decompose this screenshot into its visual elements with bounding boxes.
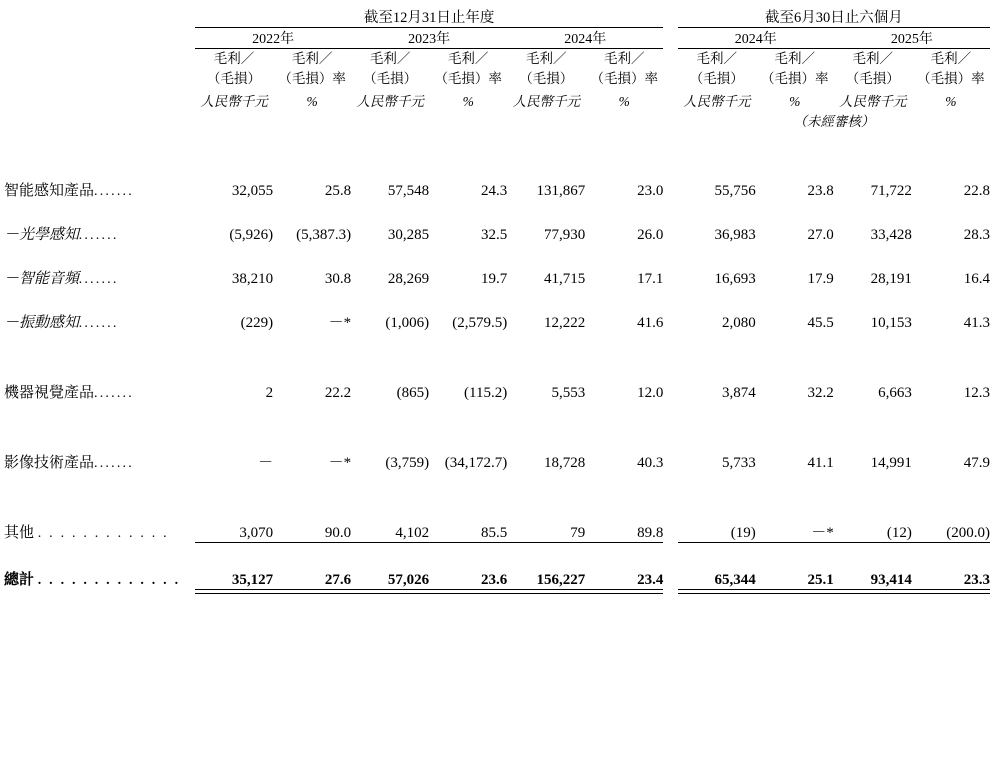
cell-value: 57,548 bbox=[387, 182, 430, 199]
cell-value: 24.3 bbox=[480, 182, 508, 199]
cell-value: 93,414 bbox=[870, 571, 912, 588]
spacer-cell bbox=[4, 90, 195, 110]
cell-value: 40.3 bbox=[637, 454, 664, 471]
row-leader-dots: ....... bbox=[94, 455, 134, 471]
row-label-text: －智能音頻 bbox=[4, 270, 80, 287]
spacer-cell bbox=[663, 6, 677, 27]
row-label-text: 智能感知產品 bbox=[4, 182, 95, 199]
metric-margin-2023 bbox=[429, 49, 507, 90]
cell-value: (229) bbox=[240, 314, 274, 331]
metric-line1: 毛利／ bbox=[291, 51, 333, 66]
row-leader-dots: ....... bbox=[94, 183, 134, 199]
cell-value: 47.9 bbox=[963, 454, 990, 471]
cell-value: 27.0 bbox=[807, 226, 834, 243]
cell-value: 131,867 bbox=[536, 182, 586, 199]
metric-line1: 毛利／ bbox=[604, 51, 645, 66]
cell-value: 22.8 bbox=[963, 182, 990, 199]
cell-value: 26.0 bbox=[637, 226, 664, 243]
table-row bbox=[4, 156, 990, 200]
cell-value: 55,756 bbox=[714, 182, 756, 199]
unit-percent-2023: % bbox=[462, 93, 474, 109]
cell-value: 65,344 bbox=[714, 571, 756, 588]
unaudited-row bbox=[4, 110, 990, 130]
year-2024-interim: 2024年 bbox=[734, 32, 777, 47]
cell-value: 25.1 bbox=[807, 571, 834, 588]
cell-value: －* bbox=[328, 454, 352, 471]
year-2024: 2024年 bbox=[564, 32, 607, 47]
cell-value: －* bbox=[328, 314, 352, 331]
section-gap bbox=[4, 472, 990, 498]
rule-cell bbox=[912, 589, 990, 594]
row-leader-dots: ....... bbox=[79, 315, 119, 331]
cell-value: 23.4 bbox=[637, 571, 664, 588]
row-leader-dots: . . . . . . . . . . . . bbox=[37, 525, 169, 541]
metric-line1: 毛利／ bbox=[213, 51, 255, 66]
year-2025-interim: 2025年 bbox=[890, 32, 933, 47]
metric-margin-2024 bbox=[585, 49, 663, 90]
cell-value: (200.0) bbox=[946, 524, 990, 541]
rule-cell bbox=[678, 589, 756, 594]
spacer-cell bbox=[4, 28, 195, 48]
unaudited-note: （未經審核） bbox=[793, 113, 875, 129]
cell-value: (2,579.5) bbox=[452, 314, 508, 331]
unit-currency-2023: 人民幣千元 bbox=[356, 93, 424, 109]
cell-value: 41.3 bbox=[963, 314, 990, 331]
spacer-cell bbox=[4, 110, 195, 130]
row-leader-dots: . . . . . . . . . . . . . bbox=[37, 572, 181, 588]
row-label-text: 影像技術產品 bbox=[4, 454, 95, 471]
row-label-text: 機器視覺產品 bbox=[4, 384, 95, 401]
cell-value: 33,428 bbox=[870, 226, 912, 243]
unit-percent-2022: % bbox=[306, 93, 318, 109]
cell-value: 2 bbox=[265, 384, 274, 401]
cell-value: 71,722 bbox=[870, 182, 912, 199]
cell-value: 89.8 bbox=[637, 524, 664, 541]
spacer-cell bbox=[663, 358, 677, 402]
cell-value: 85.5 bbox=[480, 524, 508, 541]
cell-value: (5,387.3) bbox=[296, 226, 352, 243]
spacer-cell bbox=[663, 49, 677, 90]
cell-value: 32.2 bbox=[807, 384, 834, 401]
rule-cell bbox=[273, 589, 351, 594]
spacer-cell bbox=[663, 28, 677, 48]
rule-cell bbox=[351, 589, 429, 594]
metric-line1: 毛利／ bbox=[525, 51, 567, 66]
metric-profit-2024h1 bbox=[678, 49, 756, 90]
year-2022: 2022年 bbox=[252, 32, 295, 47]
metric-line1: 毛利／ bbox=[447, 51, 489, 66]
cell-value: 4,102 bbox=[395, 524, 430, 541]
rule-cell bbox=[756, 589, 834, 594]
row-label-total bbox=[4, 543, 195, 589]
section-gap bbox=[4, 402, 990, 428]
table-row-total bbox=[4, 543, 990, 589]
group-header-row bbox=[4, 6, 990, 27]
metric-profit-2025h1 bbox=[834, 49, 912, 90]
spacer-cell bbox=[663, 156, 677, 200]
cell-value: 23.3 bbox=[963, 571, 990, 588]
spacer-cell bbox=[4, 130, 990, 156]
cell-value: (1,006) bbox=[385, 314, 430, 331]
spacer-cell bbox=[663, 90, 677, 110]
cell-value: 23.6 bbox=[480, 571, 508, 588]
cell-value: (3,759) bbox=[385, 454, 430, 471]
unit-currency-2024: 人民幣千元 bbox=[512, 93, 580, 109]
unit-percent-2024h1: % bbox=[789, 93, 801, 109]
row-label-vibration-sensing bbox=[4, 288, 195, 332]
metric-line1: 毛利／ bbox=[774, 51, 815, 66]
table-row bbox=[4, 244, 990, 288]
metric-line2: （毛損）率 bbox=[761, 71, 829, 87]
cell-value: 77,930 bbox=[544, 226, 586, 243]
metric-line1: 毛利／ bbox=[852, 51, 894, 66]
metric-line2: （毛損）率 bbox=[590, 71, 659, 87]
cell-value: 28.3 bbox=[963, 226, 990, 243]
cell-value: 25.8 bbox=[324, 182, 352, 199]
cell-value: 12.0 bbox=[637, 384, 664, 401]
spacer-cell bbox=[4, 332, 990, 358]
cell-value: 17.9 bbox=[807, 270, 834, 287]
cell-value: 16,693 bbox=[714, 270, 756, 287]
metric-line2: （毛損） bbox=[363, 71, 418, 87]
cell-value: (12) bbox=[886, 524, 912, 541]
cell-value: 2,080 bbox=[721, 314, 756, 331]
cell-value: 10,153 bbox=[870, 314, 912, 331]
cell-value: 35,127 bbox=[231, 571, 274, 588]
spacer-cell bbox=[4, 589, 195, 594]
spacer-cell bbox=[663, 428, 677, 472]
cell-value: 22.2 bbox=[324, 384, 352, 401]
metric-margin-2025h1 bbox=[912, 49, 990, 90]
cell-value: 28,191 bbox=[870, 270, 912, 287]
table-row bbox=[4, 358, 990, 402]
cell-value: 14,991 bbox=[870, 454, 912, 471]
row-leader-dots: ....... bbox=[79, 227, 119, 243]
spacer-cell bbox=[663, 110, 677, 130]
year-2023: 2023年 bbox=[408, 32, 451, 47]
spacer-cell bbox=[663, 498, 677, 542]
group-header-annual: 截至12月31日止年度 bbox=[363, 10, 495, 26]
metric-margin-2024h1 bbox=[756, 49, 834, 90]
cell-value: 30.8 bbox=[324, 270, 352, 287]
row-label-imaging-technology bbox=[4, 428, 195, 472]
row-label-text: －振動感知 bbox=[4, 314, 80, 331]
spacer-cell bbox=[195, 110, 663, 130]
rule-cell bbox=[507, 589, 585, 594]
cell-value: － bbox=[258, 454, 274, 471]
cell-value: 41.1 bbox=[807, 454, 834, 471]
metric-margin-2022 bbox=[273, 49, 351, 90]
cell-value: (5,926) bbox=[229, 226, 274, 243]
cell-value: 57,026 bbox=[387, 571, 430, 588]
metric-profit-2022 bbox=[195, 49, 273, 90]
table-row bbox=[4, 200, 990, 244]
cell-value: 32,055 bbox=[231, 182, 274, 199]
cell-value: 45.5 bbox=[807, 314, 834, 331]
cell-value: (34,172.7) bbox=[444, 454, 508, 471]
row-leader-dots: ....... bbox=[94, 385, 134, 401]
metric-line1: 毛利／ bbox=[930, 51, 972, 66]
cell-value: 19.7 bbox=[480, 270, 508, 287]
metric-header-row bbox=[4, 49, 990, 90]
cell-value: 36,983 bbox=[714, 226, 756, 243]
table-row bbox=[4, 288, 990, 332]
spacer-cell bbox=[663, 244, 677, 288]
cell-value: 3,070 bbox=[239, 524, 274, 541]
cell-value: 12,222 bbox=[544, 314, 586, 331]
row-label-text: 總計 bbox=[4, 571, 35, 588]
cell-value: 32.5 bbox=[480, 226, 508, 243]
metric-line2: （毛損）率 bbox=[434, 71, 502, 87]
cell-value: 79 bbox=[570, 524, 586, 541]
unit-percent-2024: % bbox=[618, 93, 630, 109]
spacer-cell bbox=[4, 472, 990, 498]
cell-value: 5,553 bbox=[551, 384, 586, 401]
cell-value: (865) bbox=[396, 384, 430, 401]
cell-value: 23.0 bbox=[637, 182, 664, 199]
spacer-cell bbox=[663, 200, 677, 244]
cell-value: 28,269 bbox=[387, 270, 430, 287]
cell-value: 16.4 bbox=[963, 270, 990, 287]
row-label-text: 其他 bbox=[4, 524, 35, 541]
cell-value: 3,874 bbox=[721, 384, 756, 401]
cell-value: 156,227 bbox=[536, 571, 586, 588]
cell-value: 12.3 bbox=[963, 384, 990, 401]
row-label-smart-audio bbox=[4, 244, 195, 288]
metric-line2: （毛損）率 bbox=[917, 71, 985, 87]
gross-profit-margin-table bbox=[4, 6, 990, 594]
cell-value: (115.2) bbox=[464, 384, 508, 401]
spacer-cell bbox=[4, 6, 195, 27]
cell-value: 90.0 bbox=[324, 524, 352, 541]
table-row bbox=[4, 428, 990, 472]
total-bottom-rule-row bbox=[4, 589, 990, 594]
cell-value: 6,663 bbox=[878, 384, 912, 401]
row-label-machine-vision bbox=[4, 358, 195, 402]
row-label-smart-sensing bbox=[4, 156, 195, 200]
section-gap bbox=[4, 332, 990, 358]
metric-profit-2024 bbox=[507, 49, 585, 90]
rule-cell bbox=[834, 589, 912, 594]
metric-line2: （毛損） bbox=[207, 71, 262, 87]
row-label-others bbox=[4, 498, 195, 542]
cell-value: 18,728 bbox=[544, 454, 586, 471]
spacer-cell bbox=[663, 543, 677, 589]
rule-cell bbox=[195, 589, 273, 594]
rule-cell bbox=[429, 589, 507, 594]
metric-line2: （毛損） bbox=[689, 71, 744, 87]
spacer-cell bbox=[663, 288, 677, 332]
metric-line2: （毛損） bbox=[845, 71, 900, 87]
unit-currency-2024h1: 人民幣千元 bbox=[682, 93, 751, 109]
metric-line2: （毛損） bbox=[519, 71, 574, 87]
unit-currency-2025h1: 人民幣千元 bbox=[839, 93, 907, 109]
cell-value: (19) bbox=[730, 524, 756, 541]
header-body-gap bbox=[4, 130, 990, 156]
unit-header-row bbox=[4, 90, 990, 110]
cell-value: 23.8 bbox=[807, 182, 834, 199]
cell-value: 30,285 bbox=[387, 226, 430, 243]
cell-value: 38,210 bbox=[231, 270, 274, 287]
spacer-cell bbox=[663, 589, 677, 594]
cell-value: 41.6 bbox=[637, 314, 664, 331]
row-label-optical-sensing bbox=[4, 200, 195, 244]
year-header-row bbox=[4, 28, 990, 48]
table-row bbox=[4, 498, 990, 542]
cell-value: 17.1 bbox=[637, 270, 664, 287]
cell-value: 41,715 bbox=[544, 270, 586, 287]
metric-profit-2023 bbox=[351, 49, 429, 90]
unit-currency-2022: 人民幣千元 bbox=[200, 93, 268, 109]
row-label-text: －光學感知 bbox=[4, 226, 80, 243]
rule-cell bbox=[585, 589, 663, 594]
spacer-cell bbox=[4, 402, 990, 428]
metric-line1: 毛利／ bbox=[369, 51, 411, 66]
cell-value: 5,733 bbox=[721, 454, 756, 471]
row-leader-dots: ....... bbox=[79, 271, 119, 287]
metric-line2: （毛損）率 bbox=[278, 71, 346, 87]
metric-line1: 毛利／ bbox=[696, 51, 737, 66]
cell-value: 27.6 bbox=[324, 571, 352, 588]
cell-value: －* bbox=[811, 524, 834, 541]
group-header-interim: 截至6月30日止六個月 bbox=[764, 10, 903, 26]
spacer-cell bbox=[4, 49, 195, 90]
unit-percent-2025h1: % bbox=[945, 93, 957, 109]
